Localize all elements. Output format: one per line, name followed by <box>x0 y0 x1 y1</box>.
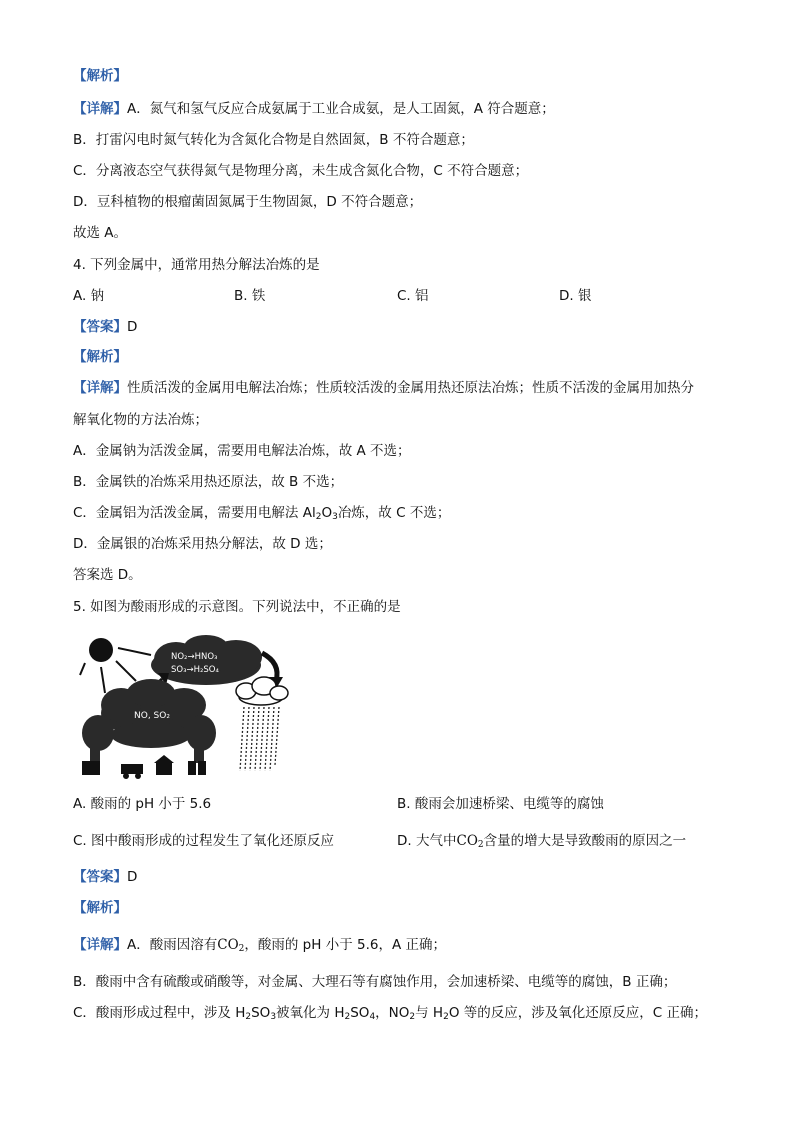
q5-explain-a-post: ，酸雨的 pH 小于 5.6，A 正确； <box>244 937 446 953</box>
q5-c-s6: 2 <box>443 1012 449 1022</box>
q3-detail-tag: 【详解】 <box>73 101 127 117</box>
q5-explain-b: B．酸雨中含有硫酸或硝酸等，对金属、大理石等有腐蚀作用，会加速桥梁、电缆等的腐蚀，B 正确； <box>73 974 677 990</box>
q5-c-2: SO <box>251 1005 271 1021</box>
q4-explain-c-post: 冶炼，故 C 不选； <box>337 505 451 521</box>
q5-c-s5: 2 <box>409 1012 416 1022</box>
q5-option-c: C. 图中酸雨形成的过程发生了氧化还原反应 <box>73 833 335 849</box>
cloud-label-2: SO₃→H₂SO₄ <box>171 665 219 675</box>
q5-answer: D <box>127 869 138 885</box>
q5-option-a: A. 酸雨的 pH 小于 5.6 <box>73 796 212 812</box>
q5-c-s2: 3 <box>270 1012 277 1022</box>
q4-detail-tag: 【详解】 <box>73 380 127 396</box>
q4-explain-c <box>73 504 450 522</box>
q4-answer-line <box>73 318 137 336</box>
q3-detail-text: A．氮气和氢气反应合成氨属于工业合成氨，是人工固氮，A 符合题意； <box>127 101 555 117</box>
q4-conclusion: 答案选 D。 <box>73 567 142 583</box>
acid-rain <box>240 707 279 771</box>
sun-icon <box>89 638 113 662</box>
q4-option-d: D. 银 <box>559 288 592 304</box>
q4-option-a: A. 钠 <box>73 288 105 304</box>
q3-explain-b: B．打雷闪电时氮气转化为含氮化合物是自然固氮，B 不符合题意； <box>73 132 474 148</box>
q5-detail-tag: 【详解】 <box>73 937 127 953</box>
q5-option-d-sub: 2 <box>477 840 484 850</box>
q5-c-s3: 2 <box>344 1012 351 1022</box>
acid-rain-diagram <box>76 633 296 783</box>
q5-option-d-post: 含量的增大是导致酸雨的原因之一 <box>483 833 687 849</box>
q4-answer-tag: 【答案】 <box>73 319 127 335</box>
q5-c-s1: 2 <box>245 1012 252 1022</box>
q5-explain-a-co: CO <box>217 937 239 953</box>
q5-c-6: 与 H <box>415 1005 444 1021</box>
q5-answer-line <box>73 868 137 886</box>
q5-explain-a-pre: A．酸雨因溶有 <box>127 937 218 953</box>
q5-c-5: ，NO <box>375 1005 410 1021</box>
q5-explain-c <box>73 1004 707 1022</box>
q5-c-1: C．酸雨形成过程中，涉及 H <box>73 1005 246 1021</box>
q4-option-b: B. 铁 <box>234 288 266 304</box>
q5-explain-a-sub: 2 <box>238 944 245 954</box>
q4-detail-text-1: 性质活泼的金属用电解法冶炼；性质较活泼的金属用热还原法冶炼；性质不活泼的金属用加热分 <box>127 380 694 396</box>
q5-option-b: B. 酸雨会加速桥梁、电缆等的腐蚀 <box>397 796 604 812</box>
q4-explain-c-pre: C．金属铝为活泼金属，需要用电解法 Al <box>73 505 316 521</box>
q5-answer-tag: 【答案】 <box>73 869 127 885</box>
q4-detail-line-2: 解氧化物的方法冶炼； <box>73 412 208 428</box>
q5-option-d-co: CO <box>456 833 478 849</box>
q3-conclusion: 故选 A。 <box>73 225 128 241</box>
q5-option-d-pre: D. 大气中 <box>397 833 457 849</box>
q4-explain-d: D．金属银的冶炼采用热分解法，故 D 选； <box>73 536 332 552</box>
q4-option-c: C. 铝 <box>397 288 429 304</box>
q5-c-3: 被氧化为 H <box>276 1005 345 1021</box>
q5-option-d <box>397 832 686 850</box>
q4-explain-b: B．金属铁的冶炼采用热还原法，故 B 不选； <box>73 474 344 490</box>
q5-explain-a <box>73 936 446 954</box>
q3-explain-c: C．分离液态空气获得氮气是物理分离，未生成含氮化合物，C 不符合题意； <box>73 163 529 179</box>
q4-analysis-tag: 【解析】 <box>73 349 127 365</box>
q3-analysis-tag: 【解析】 <box>73 68 127 84</box>
q4-sub-2: 3 <box>332 512 338 522</box>
smoke-cloud <box>82 679 216 763</box>
q5-analysis-tag: 【解析】 <box>73 900 127 916</box>
q4-answer: D <box>127 319 138 335</box>
q5-c-7: O 等的反应，涉及氧化还原反应，C 正确； <box>448 1005 707 1021</box>
q4-explain-a: A．金属钠为活泼金属，需要用电解法冶炼，故 A 不选； <box>73 443 411 459</box>
q4-stem: 4. 下列金属中，通常用热分解法冶炼的是 <box>73 257 320 273</box>
q3-explain-d: D．豆科植物的根瘤菌固氮属于生物固氮，D 不符合题意； <box>73 194 423 210</box>
smoke-label: NO, SO₂ <box>134 711 170 721</box>
q4-sub-1: 2 <box>315 512 322 522</box>
q5-c-s4: 4 <box>369 1012 376 1022</box>
q4-detail-line-1 <box>73 379 694 397</box>
q4-explain-c-mid: O <box>321 505 333 521</box>
q3-detail-line <box>73 100 555 118</box>
cloud-label-1: NO₂→HNO₃ <box>171 652 218 662</box>
q5-stem: 5. 如图为酸雨形成的示意图。下列说法中，不正确的是 <box>73 599 401 615</box>
q5-c-4: SO <box>350 1005 370 1021</box>
ground-objects <box>82 755 206 779</box>
